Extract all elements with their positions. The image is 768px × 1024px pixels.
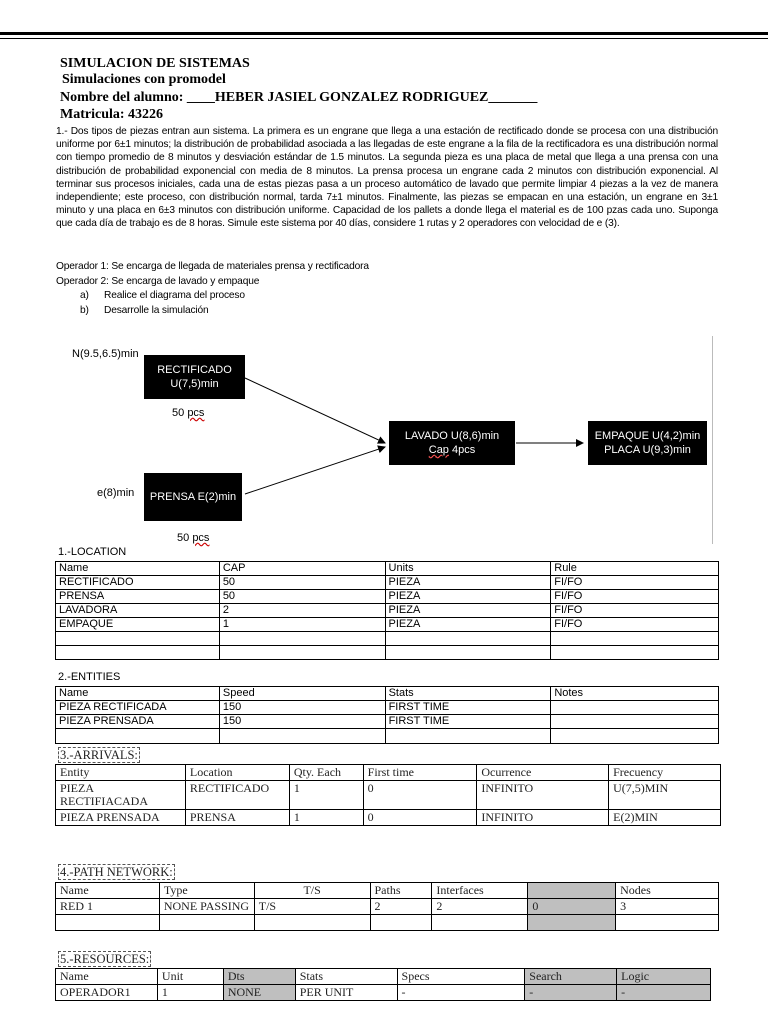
operator-1-text: Operador 1: Se encarga de llegada de materiales prensa y rectificadora (56, 261, 369, 272)
lavado-capacity (429, 443, 476, 457)
table-cell: 50 (219, 590, 385, 604)
table-row-empty (56, 915, 719, 931)
table-cell: NONE PASSING (159, 899, 254, 915)
placa-label: PLACA U(9,3)min (604, 444, 691, 456)
table-row (56, 985, 711, 1001)
path-section-title (58, 865, 175, 880)
table-cell: 1 (219, 618, 385, 632)
table-header-row (56, 765, 721, 781)
table-cell: PIEZA (385, 576, 551, 590)
table-row (56, 701, 719, 715)
table-cell: 1 (289, 810, 363, 826)
table-cell: 1 (289, 781, 363, 810)
table-cell: FI/FO (551, 590, 719, 604)
header-cell: Name (56, 969, 158, 985)
location-table (55, 561, 719, 660)
lavado-box (389, 421, 515, 465)
lavado-cap-value: 4pcs (452, 444, 476, 456)
capacity-top-unit: pcs (187, 407, 205, 419)
problem-text: 1.- Dos tipos de piezas entran aun sistema. La primera es un engrane que llega a una estación de rectificado donde se procesa con una distribución uniforme por 6±1 minutos; la distribución de probabilidad asociada a las llegadas de este engrane a la fila de la rectificadora es una distribución normal con tiempo promedio de 8 minutos y desviación estándar de 1.5 minutos. La segunda pieza es una placa de metal que llega a una prensa con una distribución de probabilidad exponencial con media de 8 minutos. La prensa procesa un engrane cada 2 minutos con distribución exponencial. Al terminar sus procesos iniciales, cada una de estas piezas pasa a un proceso automático de lavado que permite limpiar 4 piezas a la vez de manera independiente; este proceso, con distribución normal, tarda 7±1 minutos. Finalmente, las piezas se empacan en una estación, un engrane en 3±1 minuto y una placa en 6±3 minutos con distribución uniforme. Capacidad de los pallets a donde llega el material es de 100 pzas cada uno. Suponga que cada día de trabajo es de 8 horas. Simule este sistema por 40 días, considere 1 rutas y 2 operadores con velocidad de e (3). (56, 126, 718, 230)
empaque-box (588, 421, 707, 465)
header-cell: Specs (397, 969, 525, 985)
table-row-empty (56, 646, 719, 660)
table-row (56, 604, 719, 618)
header-cell-empty (528, 883, 616, 899)
table-row (56, 576, 719, 590)
table-cell: PIEZA RECTIFICADA (56, 701, 220, 715)
course-title: SIMULACION DE SISTEMAS (60, 56, 250, 71)
capacity-bottom-unit: pcs (192, 532, 210, 544)
table-cell: PIEZA (385, 618, 551, 632)
table-cell: PIEZA PRENSADA (56, 810, 186, 826)
lavado-label: LAVADO U(8,6)min (404, 430, 500, 442)
table-row-empty (56, 729, 719, 744)
header-cell: Name (56, 883, 160, 899)
table-cell: - (525, 985, 617, 1001)
header-cell: T/S (254, 883, 370, 899)
table-row (56, 618, 719, 632)
header-cell: Frecuency (609, 765, 721, 781)
table-cell: - (617, 985, 711, 1001)
table-cell: 2 (370, 899, 432, 915)
student-id: Matricula: 43226 (60, 107, 164, 122)
rectificado-label: RECTIFICADO (157, 364, 232, 376)
student-name: Nombre del alumno: ____HEBER JASIEL GONZALEZ RODRIGUEZ_______ (60, 90, 538, 105)
table-row (56, 590, 719, 604)
header-cell: Qty. Each (289, 765, 363, 781)
header-cell: Location (185, 765, 289, 781)
path-network-table (55, 882, 719, 931)
resources-section-title (58, 952, 151, 967)
arrivals-section-title (58, 748, 140, 763)
table-cell: T/S (254, 899, 370, 915)
table-header-row (56, 969, 711, 985)
location-section-title: 1.-LOCATION (58, 546, 127, 558)
header-cell: Name (56, 687, 220, 701)
table-cell: PIEZA (385, 590, 551, 604)
header-cell: Paths (370, 883, 432, 899)
table-cell: OPERADOR1 (56, 985, 158, 1001)
table-cell: 50 (219, 576, 385, 590)
table-row-empty (56, 632, 719, 646)
table-row (56, 810, 721, 826)
table-cell: PIEZA (385, 604, 551, 618)
capacity-bottom-value: 50 (177, 532, 190, 544)
arrow-prensa-lavado (245, 447, 385, 494)
operator-2-text: Operador 2: Se encarga de lavado y empaque (56, 276, 260, 287)
header-cell: Name (56, 562, 220, 576)
table-cell: FIRST TIME (385, 715, 551, 729)
table-cell: PER UNIT (295, 985, 397, 1001)
table-cell: PIEZA RECTIFIACADA (56, 781, 186, 810)
resources-table (55, 968, 711, 1001)
header-cell: Ocurrence (477, 765, 609, 781)
task-text-a: Realice el diagrama del proceso (104, 290, 245, 301)
header-cell: Rule (551, 562, 719, 576)
header-cell: Stats (295, 969, 397, 985)
table-cell: 3 (616, 899, 719, 915)
table-cell: EMPAQUE (56, 618, 220, 632)
table-cell: RED 1 (56, 899, 160, 915)
prensa-label: PRENSA E(2)min (149, 491, 237, 503)
table-cell: FIRST TIME (385, 701, 551, 715)
table-cell: 2 (432, 899, 528, 915)
header-cell: Type (159, 883, 254, 899)
table-row (56, 899, 719, 915)
task-label-b: b) (80, 305, 89, 316)
header-cell: Search (525, 969, 617, 985)
course-subtitle: Simulaciones con promodel (62, 72, 226, 87)
table-cell: FI/FO (551, 618, 719, 632)
header-cell: Dts (223, 969, 295, 985)
header-cell: Nodes (616, 883, 719, 899)
arrow-rectificado-lavado (245, 378, 385, 443)
table-cell: 0 (363, 810, 477, 826)
arrivals-table (55, 764, 721, 826)
table-cell (551, 701, 719, 715)
table-cell: U(7,5)MIN (609, 781, 721, 810)
table-cell: PIEZA PRENSADA (56, 715, 220, 729)
header-cell: Units (385, 562, 551, 576)
table-cell: FI/FO (551, 576, 719, 590)
table-cell: LAVADORA (56, 604, 220, 618)
arrivals-title-text: 3.-ARRIVALS: (60, 748, 138, 762)
table-row (56, 715, 719, 729)
table-cell: PRENSA (185, 810, 289, 826)
resources-title-text: 5.-RESOURCES: (60, 952, 150, 966)
header-cell: CAP (219, 562, 385, 576)
lavado-cap-label: Cap (428, 444, 449, 456)
table-cell: PRENSA (56, 590, 220, 604)
empaque-label: EMPAQUE U(4,2)min (594, 430, 701, 442)
table-cell: 150 (219, 701, 385, 715)
capacity-top-value: 50 (172, 407, 185, 419)
table-cell: 0 (363, 781, 477, 810)
table-cell: RECTIFICADO (56, 576, 220, 590)
table-cell: 0 (528, 899, 616, 915)
table-cell: - (397, 985, 525, 1001)
arrival-rate-top: N(9.5,6.5)min (72, 348, 139, 360)
header-cell: Interfaces (432, 883, 528, 899)
table-cell: 1 (157, 985, 223, 1001)
header-cell: Logic (617, 969, 711, 985)
table-header-row (56, 883, 719, 899)
table-cell: E(2)MIN (609, 810, 721, 826)
prensa-box (144, 473, 242, 521)
path-title-text: 4.-PATH NETWORK: (60, 865, 173, 879)
task-label-a: a) (80, 290, 89, 301)
table-header-row (56, 687, 719, 701)
header-cell: Notes (551, 687, 719, 701)
header-cell: Entity (56, 765, 186, 781)
table-cell: INFINITO (477, 781, 609, 810)
capacity-bottom (177, 532, 209, 544)
header-cell: Speed (219, 687, 385, 701)
header-cell: Unit (157, 969, 223, 985)
arrival-rate-bottom: e(8)min (97, 487, 135, 499)
table-cell: NONE (223, 985, 295, 1001)
table-cell: 150 (219, 715, 385, 729)
rectificado-box (144, 355, 245, 399)
task-text-b: Desarrolle la simulación (104, 305, 209, 316)
table-cell: 2 (219, 604, 385, 618)
table-cell: INFINITO (477, 810, 609, 826)
rectificado-dist: U(7,5)min (170, 378, 219, 390)
entities-table (55, 686, 719, 744)
capacity-top (172, 407, 204, 419)
table-cell (551, 715, 719, 729)
header-cell: First time (363, 765, 477, 781)
table-cell: RECTIFICADO (185, 781, 289, 810)
table-row (56, 781, 721, 810)
table-cell: FI/FO (551, 604, 719, 618)
entities-section-title: 2.-ENTITIES (58, 671, 121, 683)
header-cell: Stats (385, 687, 551, 701)
table-header-row (56, 562, 719, 576)
